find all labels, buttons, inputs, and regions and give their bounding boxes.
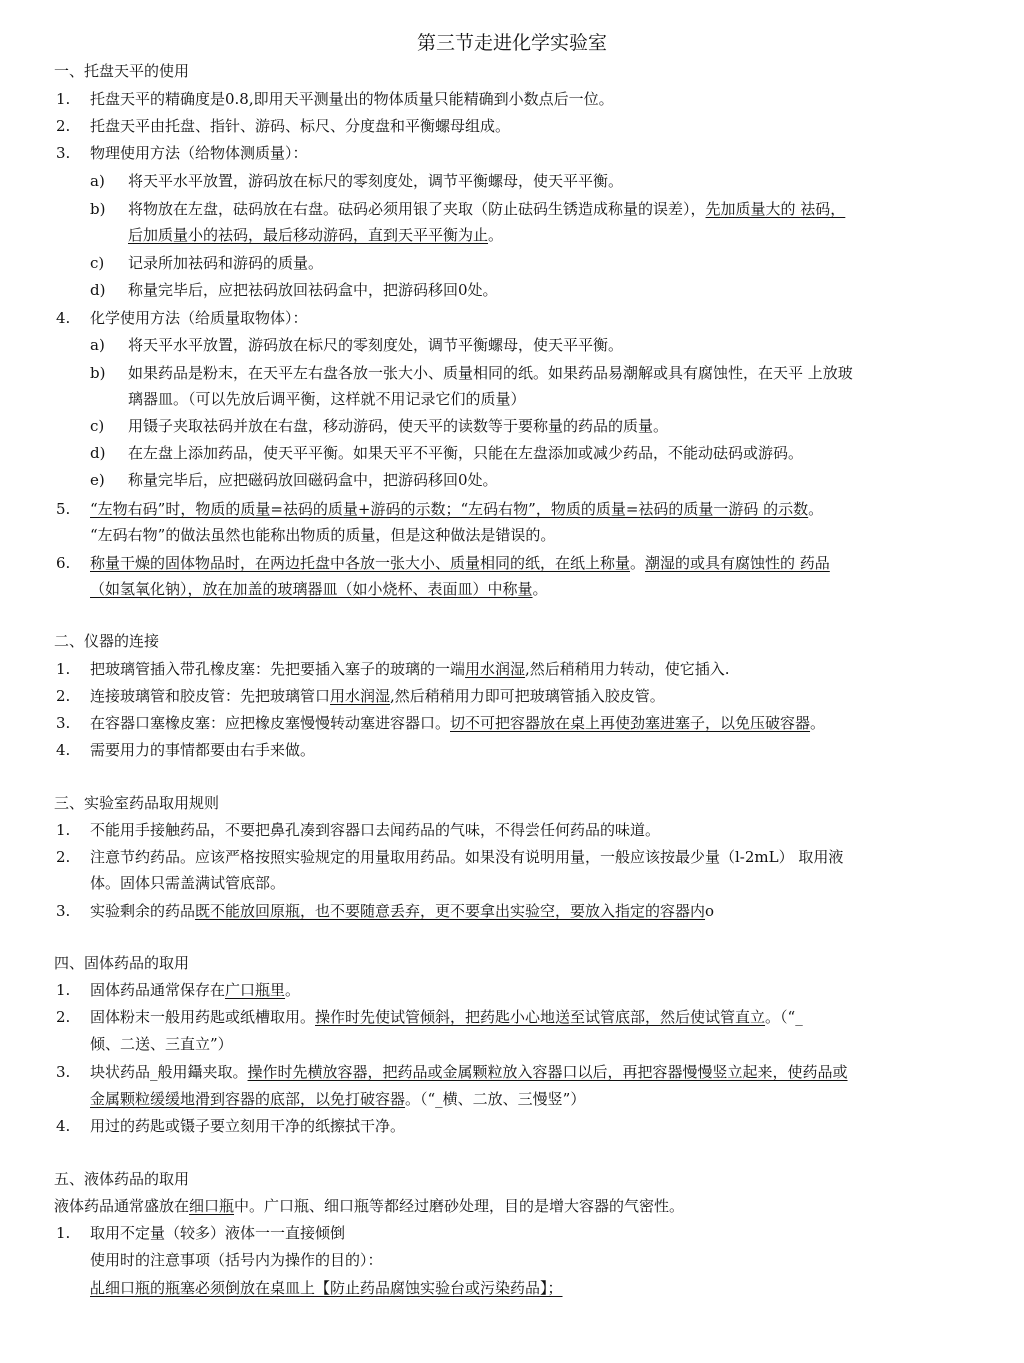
list-marker: 3. [56, 902, 71, 920]
list-item-text [90, 88, 614, 110]
list-marker: a) [90, 172, 105, 190]
list-marker: b) [90, 200, 106, 218]
text-span: 二、仪器的连接 [54, 632, 160, 650]
list-item-text [90, 498, 823, 520]
list-item-text [128, 334, 623, 356]
list-item-text [90, 307, 308, 329]
list-item-text [128, 279, 498, 301]
list-item-text [90, 685, 665, 707]
text-span: ,然后稍稍用力转动，使它插入. [525, 660, 730, 678]
text-span: 实验剩余的药品 [90, 902, 196, 920]
list-item-text [90, 819, 660, 841]
text-span: 。（“_ [765, 1008, 803, 1026]
text-span: 托盘天平由托盘、指针、游码、标尺、分度盘和平衡螺母组成。 [90, 117, 511, 135]
text-span: 在容器口塞橡皮塞：应把橡皮塞慢慢转动塞进容器口。 [90, 714, 451, 732]
text-line [54, 1168, 189, 1190]
list-item-text [90, 1088, 585, 1110]
list-item-text [90, 1277, 563, 1299]
list-marker: 2. [56, 117, 71, 135]
text-line [54, 630, 159, 652]
text-span: 化学使用方法（给质量取物体）： [90, 309, 308, 327]
text-line [54, 952, 189, 974]
list-item-text [128, 362, 853, 384]
list-marker: 4. [56, 1117, 71, 1135]
list-marker: 2. [56, 687, 71, 705]
text-span: 使用时的注意事项（括号内为操作的目的）： [90, 1251, 383, 1269]
list-item-text [90, 115, 510, 137]
text-span: 体。固体只需盖满试管底部。 [90, 874, 286, 892]
list-item-text [90, 846, 843, 868]
list-item-text [90, 578, 548, 600]
underlined-text: 乩细口瓶的瓶塞必须倒放在桌皿上【防止药品腐蚀实验台或污染药品】； [90, 1279, 563, 1297]
list-item-text [128, 252, 323, 274]
underlined-text: 广口瓶里 [225, 981, 286, 999]
list-marker: 1. [56, 1224, 71, 1242]
underlined-text: 操作时先使试管倾斜，把药匙小心地送至试管底部，然后使试管直立 [315, 1008, 766, 1026]
underlined-text: “左物右码”时，物质的质量=祛码的质量+游码的示数；“左码右物”，物质的质量=祛码的质量一游码 的示数 [90, 500, 809, 518]
list-item-text [128, 469, 498, 491]
list-item-text [90, 739, 315, 761]
list-marker: 2. [56, 1008, 71, 1026]
text-line [54, 1195, 684, 1217]
text-span: 固体药品通常保存在 [90, 981, 226, 999]
text-span: 物理使用方法（给物体测质量）： [90, 144, 308, 162]
text-span: 注意节约药品。应该严格按照实验规定的用量取用药品。如果没有说明用量，一般应该按最少量（l-2mL） 取用液 [90, 848, 844, 866]
list-item-text [128, 388, 526, 410]
text-span: 记录所加祛码和游码的质量。 [128, 254, 324, 272]
underlined-text: 先加质量大的 祛码， [705, 200, 846, 218]
list-marker: 4. [56, 741, 71, 759]
text-line [54, 60, 189, 82]
list-marker: 6. [56, 554, 71, 572]
list-item-text [90, 1033, 233, 1055]
underlined-text: 潮湿的或具有腐蚀性的 药品 [645, 554, 830, 572]
text-span: 璃器皿。（可以先放后调平衡，这样就不用记录它们的质量） [128, 390, 526, 408]
list-item-text [90, 1115, 405, 1137]
text-span: 在左盘上添加药品，使天平平衡。如果天平不平衡，只能在左盘添加或减少药品，不能动砝码或游码。 [128, 444, 804, 462]
text-span: 托盘天平的精确度是0.8,即用天平测量出的物体质量只能精确到小数点后一位。 [90, 90, 614, 108]
underlined-text: 切不可把容器放在桌上再使劲塞进塞子，以免压破容器 [450, 714, 811, 732]
list-marker: d) [90, 281, 106, 299]
text-span: 将物放在左盘，砝码放在右盘。砝码必须用银了夹取（防止砝码生锈造成称量的误差）， [128, 200, 706, 218]
text-span: 如果药品是粉末，在天平左右盘各放一张大小、质量相同的纸。如果药品易潮解或具有腐蚀性，在天平 上放玻 [128, 364, 853, 382]
underlined-text: 后加质量小的祛码，最后移动游码，直到天平平衡为止 [128, 226, 489, 244]
list-item-text [90, 1061, 848, 1083]
text-span: 。 [810, 714, 826, 732]
text-span: 将天平水平放置，游码放在标尺的零刻度处，调节平衡螺母，使天平平衡。 [128, 172, 624, 190]
text-span: 一、托盘天平的使用 [54, 62, 190, 80]
list-marker: c) [90, 417, 105, 435]
list-item-text [90, 900, 714, 922]
text-span: 。 [532, 580, 548, 598]
text-span: 。 [488, 226, 504, 244]
text-span: 称量完毕后，应把磁码放回磁码盒中，把游码移回0处。 [128, 471, 498, 489]
text-span: 用过的药匙或镊子要立刻用干净的纸擦拭干净。 [90, 1117, 406, 1135]
text-span: 中。广口瓶、细口瓶等都经过磨砂处理，目的是增大容器的气密性。 [234, 1197, 685, 1215]
underlined-text: 用水润湿 [465, 660, 526, 678]
list-marker: a) [90, 336, 105, 354]
list-item-text [90, 142, 308, 164]
list-marker: d) [90, 444, 106, 462]
text-span: 固体粉末一般用药匙或纸槽取用。 [90, 1008, 316, 1026]
text-span: 倾、二送、三直立”） [90, 1035, 233, 1053]
list-item-text [90, 712, 825, 734]
list-marker: 1. [56, 660, 71, 678]
text-line [54, 792, 219, 814]
list-item-text [128, 198, 845, 220]
text-span: 。 [285, 981, 301, 999]
list-marker: 1. [56, 821, 71, 839]
list-item-text [90, 1222, 345, 1244]
underlined-text: 既不能放回原瓶，也不要随意丢弃，更不要拿出实验空，要放入指定的容器内 [195, 902, 706, 920]
text-span: 。（“_横、二放、三慢竖”） [405, 1090, 586, 1108]
list-marker: b) [90, 364, 106, 382]
text-span: 把玻璃管插入带孔橡皮塞：先把要插入塞子的玻璃的一端 [90, 660, 466, 678]
text-span: 块状药品_般用鑷夹取。 [90, 1063, 248, 1081]
text-span: 用镊子夹取祛码并放在右盘，移动游码，使天平的读数等于要称量的药品的质量。 [128, 417, 669, 435]
list-marker: 2. [56, 848, 71, 866]
underlined-text: 金属颗粒缓缓地滑到容器的底部，以免打破容器 [90, 1090, 406, 1108]
list-item-text [90, 979, 300, 1001]
list-item-text [128, 442, 803, 464]
list-marker: 5. [56, 500, 71, 518]
document-title: 第三节走进化学实验室 [416, 32, 607, 54]
text-span: 连接玻璃管和胶皮管：先把玻璃管口 [90, 687, 331, 705]
text-span: ,然后稍稍用力即可把玻璃管插入胶皮管。 [390, 687, 665, 705]
text-span: 三、实验室药品取用规则 [54, 794, 220, 812]
list-item-text [90, 1249, 383, 1271]
text-span: 液体药品通常盛放在 [54, 1197, 190, 1215]
text-span: 五、液体药品的取用 [54, 1170, 190, 1188]
list-item-text [128, 170, 623, 192]
list-item-text [90, 658, 730, 680]
text-span: 需要用力的事情都要由右手来做。 [90, 741, 316, 759]
list-marker: c) [90, 254, 105, 272]
list-marker: 3. [56, 144, 71, 162]
list-marker: 1. [56, 90, 71, 108]
text-span: 不能用手接触药品，不要把鼻孔凑到容器口去闻药品的气味，不得尝任何药品的味道。 [90, 821, 661, 839]
list-marker: 3. [56, 714, 71, 732]
text-span: 称量完毕后，应把祛码放回祛码盒中，把游码移回0处。 [128, 281, 498, 299]
text-span: “左码右物”的做法虽然也能称出物质的质量，但是这种做法是错误的。 [90, 526, 556, 544]
text-span: o [705, 902, 715, 920]
underlined-text: 称量干燥的固体物品时，在两边托盘中各放一张大小、质量相同的纸，在纸上称量 [90, 554, 631, 572]
text-span: 。 [630, 554, 646, 572]
list-marker: 1. [56, 981, 71, 999]
list-item-text [90, 872, 285, 894]
underlined-text: 操作时先横放容器，把药品或金属颗粒放入容器口以后，再把容器慢慢竖立起来，使药品或 [247, 1063, 848, 1081]
list-marker: 4. [56, 309, 71, 327]
underlined-text: 细口瓶 [189, 1197, 235, 1215]
text-span: 取用不定量（较多）液体一一直接倾倒 [90, 1224, 346, 1242]
list-marker: 3. [56, 1063, 71, 1081]
text-span: 将天平水平放置，游码放在标尺的零刻度处，调节平衡螺母，使天平平衡。 [128, 336, 624, 354]
list-item-text [90, 552, 830, 574]
text-span: 。 [808, 500, 824, 518]
text-span: 四、固体药品的取用 [54, 954, 190, 972]
list-item-text [128, 224, 503, 246]
list-item-text [128, 415, 668, 437]
underlined-text: 用水润湿 [330, 687, 391, 705]
list-marker: e) [90, 471, 105, 489]
underlined-text: （如氢氧化钠），放在加盖的玻璃器皿（如小烧杯、表面皿）中称量 [90, 580, 533, 598]
list-item-text [90, 524, 555, 546]
list-item-text [90, 1006, 803, 1028]
